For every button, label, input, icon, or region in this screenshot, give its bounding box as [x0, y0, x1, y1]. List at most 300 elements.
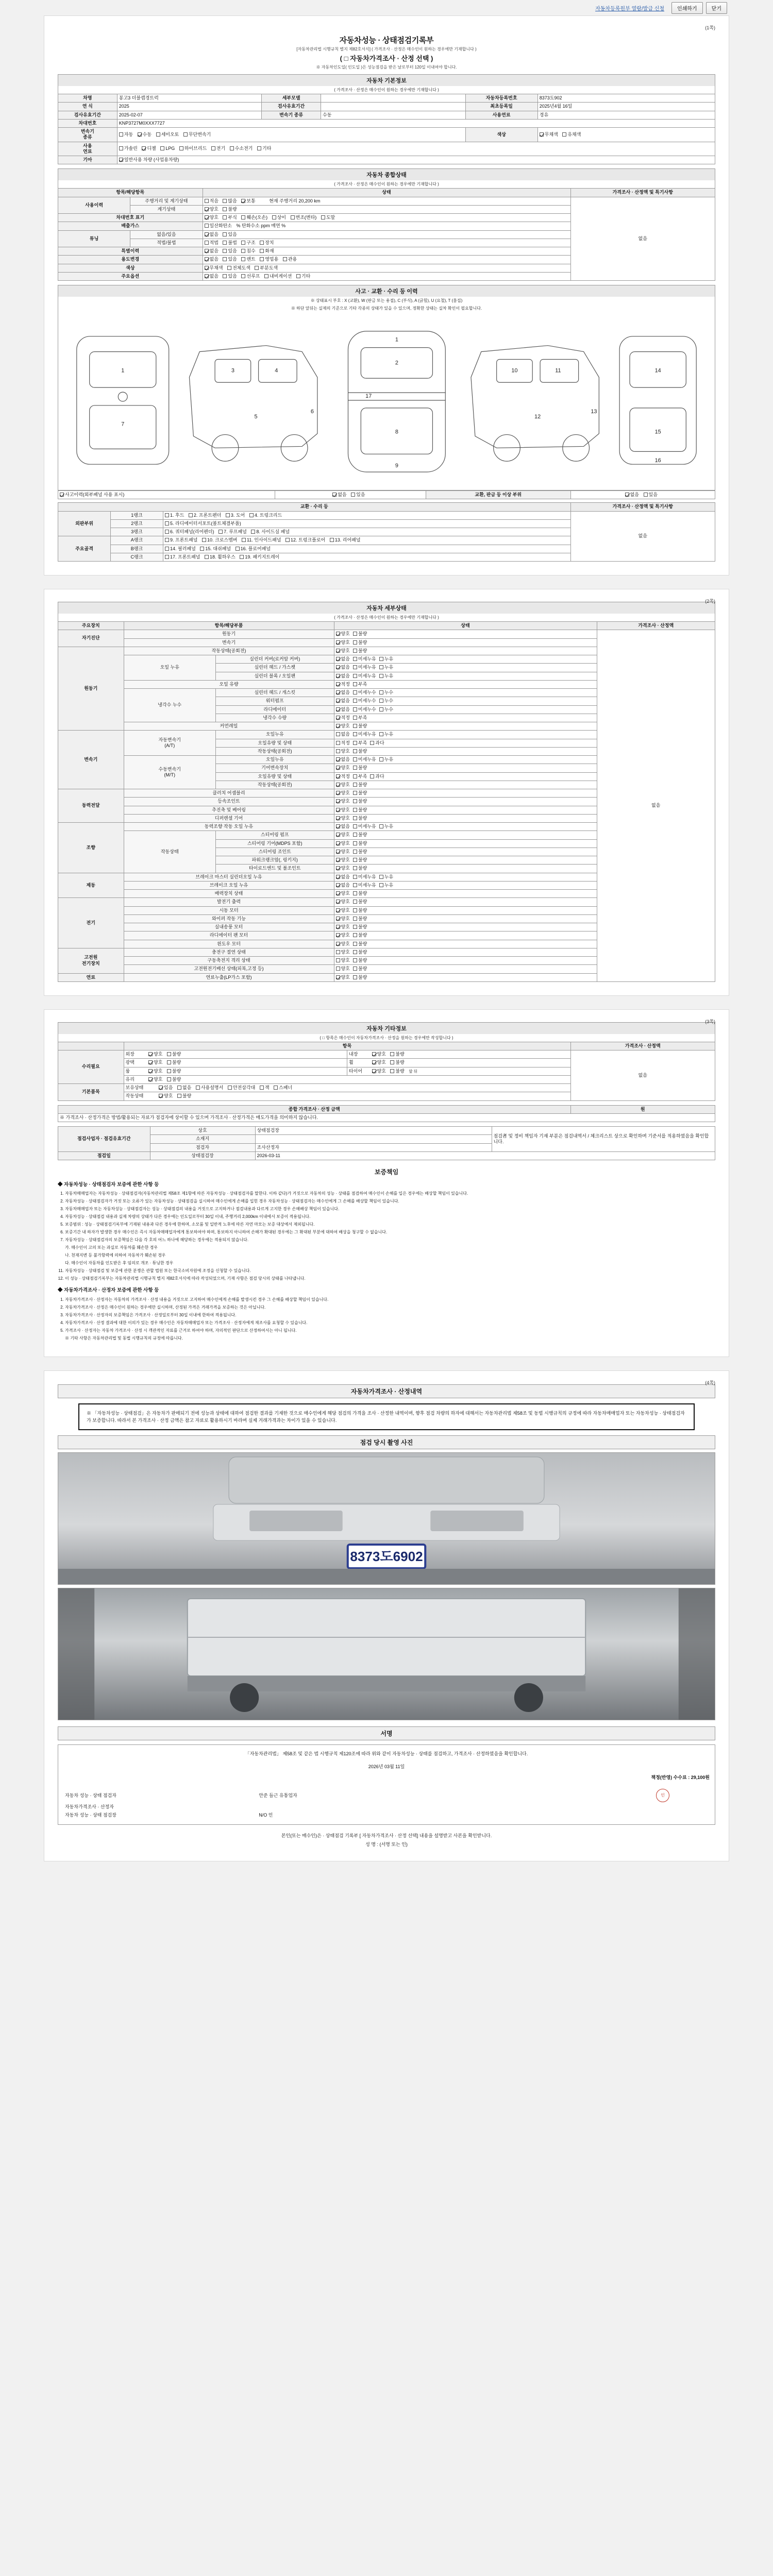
opt-special-yes[interactable]: 있음: [223, 248, 237, 254]
opt-bad[interactable]: 불량: [390, 1069, 404, 1074]
group-basic-items: 기본품목: [58, 1084, 124, 1101]
opt-bad[interactable]: 불량: [353, 849, 367, 855]
part-15[interactable]: 15. 대쉬패널: [200, 546, 231, 552]
part-6[interactable]: 6. 쿼터패널(리어펜더): [165, 529, 214, 535]
opt-bad[interactable]: 불량: [223, 207, 237, 212]
inspect-date-value: 2026-03-11: [255, 1151, 715, 1160]
opt-good[interactable]: 양호: [336, 908, 350, 913]
row-glass: 유리 양호 불량: [124, 1075, 570, 1083]
part-7[interactable]: 7. 루프패널: [219, 529, 247, 535]
opt-micro[interactable]: 미세누유: [353, 757, 376, 762]
opt-good[interactable]: 양호: [336, 816, 350, 821]
section-overall-title: 자동차 종합상태: [58, 168, 715, 180]
opts-cell: [334, 965, 597, 973]
opts-cell: [334, 957, 597, 965]
opt-bad[interactable]: 불량: [353, 832, 367, 838]
opt-vin-diff[interactable]: 상이: [272, 215, 286, 221]
opt-micro[interactable]: 미세누수: [353, 690, 376, 696]
opt-over[interactable]: 과다: [370, 774, 384, 779]
option-cvt[interactable]: 무단변속기: [183, 132, 211, 138]
opt-bad[interactable]: 불량: [353, 723, 367, 729]
opt-bad[interactable]: 불량: [353, 958, 367, 963]
item-label: 고전원전기배선 상태(피복,고정 등): [124, 965, 334, 973]
opt-good[interactable]: 양호: [148, 1060, 162, 1065]
section-history-sub2: ※ 하단 앞뒤는 실제의 기준으로 기타 각종의 상태가 있을 수 있으며, 정확한 상태는 실차 확인이 필요합니다.: [58, 304, 715, 312]
opt-none[interactable]: 없음: [336, 707, 350, 713]
opt-none[interactable]: 없음: [336, 883, 350, 888]
opt-bad[interactable]: 불량: [353, 924, 367, 930]
opt-micro[interactable]: 미세누유: [353, 656, 376, 662]
opt-good[interactable]: 양호: [336, 832, 350, 838]
opt-good[interactable]: 양호: [148, 1052, 162, 1057]
opt-bad[interactable]: 불량: [353, 891, 367, 896]
option-lpg[interactable]: LPG: [160, 146, 175, 151]
opt-leak[interactable]: 누유: [379, 656, 393, 662]
svg-text:2: 2: [395, 360, 398, 366]
row-label-usage: 사용이력: [58, 197, 130, 214]
opt-none[interactable]: 없음: [336, 673, 350, 679]
opt-good[interactable]: 양호: [336, 941, 350, 947]
opt-flood[interactable]: 침수: [241, 248, 255, 254]
opt-good[interactable]: 양호: [336, 648, 350, 654]
opt-micro[interactable]: 미세누유: [353, 732, 376, 737]
option-electric[interactable]: 전기: [211, 146, 225, 151]
table-row: [58, 630, 715, 638]
opts-cell: [334, 630, 597, 638]
opt-vin-corroded[interactable]: 부식: [223, 215, 237, 221]
part-14[interactable]: 14. 필러패널: [165, 546, 196, 552]
svg-text:11: 11: [555, 367, 561, 374]
col-other-item: 항목: [124, 1042, 570, 1050]
opt-leak[interactable]: 누유: [379, 673, 393, 679]
photo-front: [58, 1452, 715, 1585]
option-diesel[interactable]: 디젤: [142, 146, 156, 151]
opt-good[interactable]: 양호: [336, 782, 350, 788]
opt-good[interactable]: 양호: [336, 640, 350, 646]
row-tire: 타이어 양호 불량 앞 뒤: [347, 1067, 571, 1075]
opt-vin-erased[interactable]: 도말: [321, 215, 335, 221]
opt-bad[interactable]: 불량: [353, 941, 367, 947]
signature-box: [58, 1744, 715, 1825]
table-row: [58, 111, 715, 119]
col-state: 상태: [203, 189, 570, 197]
opt-ok[interactable]: 적정: [336, 715, 350, 721]
opt-good[interactable]: 양호: [336, 857, 350, 863]
list-item: 1. 자동차매매업자는 자동차성능 · 상태점검자(자동차관리법 제58조 제1항에 따른 자동차성능 · 상태점검자를 말한다. 이하 같다)가 거짓으로 자동차의 성능 · 상태를 점검하여 매수인이 손해를 입은 경우에는 배상할 책임이 있습니다.: [65, 1191, 715, 1197]
opt-leak[interactable]: 누수: [379, 707, 393, 713]
opt-have[interactable]: 있음: [159, 1085, 173, 1091]
opt-acc-yes[interactable]: 있음: [351, 492, 365, 498]
opt-bad[interactable]: 불량: [353, 765, 367, 771]
rank-label: 1랭크: [111, 511, 163, 519]
opt-good[interactable]: 양호: [336, 807, 350, 813]
registry-link[interactable]: 자동차등록원부 열람/발급 신청: [595, 6, 665, 12]
opt-use-yes[interactable]: 있음: [223, 257, 237, 262]
part-10[interactable]: 10. 크로스멤버: [202, 537, 237, 543]
list-item: 2. 자동차성능 · 상태점검자가 거짓 또는 오류가 있는 자동차성능 · 상태점검을 실시하여 매수인에게 손해를 입힌 경우 자동차성능 · 상태점검자는 매수인에게 그 손해를 배상할 책임이 있습니다.: [65, 1198, 715, 1205]
opt-none[interactable]: 없음: [336, 656, 350, 662]
svg-text:4: 4: [275, 367, 278, 374]
opt-special-none[interactable]: 없음: [205, 248, 219, 254]
opt-good[interactable]: 양호: [336, 950, 350, 955]
opt-bad[interactable]: 불량: [353, 749, 367, 754]
cell-label: 차명: [58, 94, 117, 103]
opt-good[interactable]: 양호: [336, 966, 350, 972]
close-button[interactable]: 닫기: [706, 2, 727, 14]
opt-etc[interactable]: 기타: [296, 274, 310, 279]
item-label: 발전기 출력: [124, 898, 334, 906]
table-row: [58, 119, 715, 127]
opt-low[interactable]: 부족: [353, 774, 367, 779]
list-item: 2. 자동차가격조사 · 산정은 매수인이 원하는 경우에만 실시하며, 산정된 가격은 거래가격을 보증하는 것은 아닙니다.: [65, 1304, 715, 1311]
part-19[interactable]: 19. 패키지트레이: [240, 554, 279, 560]
rank-items: [163, 528, 571, 536]
opt-bad[interactable]: 불량: [390, 1052, 404, 1057]
opt-nav[interactable]: 내비게이션: [264, 274, 292, 279]
opts-cell: [334, 865, 597, 873]
opt-good[interactable]: 양호: [336, 975, 350, 980]
opt-device[interactable]: 장치: [260, 240, 274, 246]
terms-list-1: [65, 1191, 715, 1282]
list-item: 11. 자동차성능 · 상태점검 및 보증에 관한 분쟁은 관할 법원 또는 한국소비자원에 조정을 신청할 수 있습니다.: [65, 1268, 715, 1274]
item-label: 작동상태(공회전): [124, 647, 334, 655]
part-label: 스티어링 펌프: [216, 831, 334, 839]
opt-color-part[interactable]: 부분도색: [255, 265, 278, 271]
odometer: 현재 주행거리 20,200 km: [269, 198, 321, 204]
option-semiauto[interactable]: 세미오토: [156, 132, 179, 138]
opt-bad[interactable]: 불량: [353, 950, 367, 955]
opt-good[interactable]: 양호: [148, 1069, 162, 1074]
opt-illegal[interactable]: 불법: [223, 240, 237, 246]
opt-none[interactable]: 없음: [336, 732, 350, 737]
opt-option-none[interactable]: 없음: [205, 274, 219, 279]
opt-bad[interactable]: 불량: [390, 1060, 404, 1065]
opt-anti[interactable]: 안전삼각대: [228, 1085, 255, 1091]
document-page-3: [44, 1009, 729, 1357]
opt-leak[interactable]: 누유: [379, 665, 393, 670]
opt-bad[interactable]: 불량: [353, 841, 367, 846]
group-transmission: 변속기: [58, 731, 124, 789]
opt-good[interactable]: 양호: [148, 1077, 162, 1082]
opt-good[interactable]: 양호: [372, 1069, 386, 1074]
row-opts: [203, 197, 570, 205]
opt-bad[interactable]: 불량: [353, 782, 367, 788]
part-3[interactable]: 3. 도어: [226, 513, 245, 518]
part-13[interactable]: 13. 리어패널: [330, 537, 361, 543]
opt-micro[interactable]: 미세누수: [353, 698, 376, 704]
part-label: 작동상태(공회전): [216, 747, 334, 755]
opt-bad[interactable]: 불량: [353, 933, 367, 938]
opt-leak[interactable]: 누유: [379, 824, 393, 829]
opt-vin-damaged[interactable]: 훼손(오손): [241, 215, 267, 221]
opt-tuning-yes[interactable]: 있음: [223, 232, 237, 238]
table-row: [58, 156, 715, 164]
opt-acc-none[interactable]: 없음: [332, 492, 346, 498]
document-page-1: [44, 15, 729, 575]
part-8[interactable]: 8. 사이드실 패널: [251, 529, 290, 535]
opt-color-none[interactable]: 무채색: [205, 265, 223, 271]
maker-value: [117, 156, 715, 164]
notice-box: ※ 「자동차성능 · 상태점검」은 자동차가 판매되기 전에 성능과 상태에 대하여 점검한 결과를 기재한 것으로 매수인에게 해당 점검의 가격을 조사 · 산정한 내역이며, 향후 점검 차량의 하자에 대해서는 자동차관리법 제58조 및 동법 시행규칙의 규정에 따라 자동차매매업자 또는 자동차성능 · 상태점검자가 보증합니다. 따라서 본 가격조사 · 산정 금액은 참고 자료로 활용하시기 바라며 실제 거래가격과는 차이가 있을 수 있습니다.: [78, 1403, 695, 1431]
item-label: 디퍼렌셜 기어: [124, 814, 334, 822]
rank-items: [163, 511, 571, 519]
opt-bad[interactable]: 불량: [167, 1069, 181, 1074]
sig-label: 자동차 성능 · 상태 점검자: [65, 1792, 116, 1798]
opts-cell: [334, 890, 597, 898]
part-12[interactable]: 12. 트렁크플로어: [285, 537, 325, 543]
svg-text:14: 14: [654, 367, 661, 374]
opts-cell: [334, 873, 597, 881]
price-total-label: 종합 가격조사 · 산정 금액: [58, 1105, 571, 1113]
opt-spanner[interactable]: 스패너: [274, 1085, 292, 1091]
price-total-table: [58, 1105, 715, 1123]
part-2[interactable]: 2. 프론트펜더: [189, 513, 221, 518]
row-label-options: 주요옵션: [58, 272, 203, 280]
opt-good[interactable]: 양호: [336, 866, 350, 871]
opt-bad[interactable]: 불량: [353, 966, 367, 972]
opt-good[interactable]: 양호: [336, 631, 350, 637]
row-opts: [203, 230, 570, 239]
svg-text:13: 13: [591, 408, 597, 415]
opt-good[interactable]: 양호: [159, 1093, 173, 1099]
opt-use-none[interactable]: 없음: [205, 257, 219, 262]
opts-cell: [334, 914, 597, 923]
col-other-price: 가격조사 · 산정액: [570, 1042, 715, 1050]
opt-good[interactable]: 양호: [336, 933, 350, 938]
opts-cell: [334, 664, 597, 672]
opt-biz[interactable]: 영업용: [260, 257, 278, 262]
other-info-table: [58, 1042, 715, 1101]
row-room: 룸 양호 불량: [124, 1067, 347, 1075]
opts-cell: [334, 881, 597, 889]
opt-ok[interactable]: 적정: [336, 774, 350, 779]
opt-leak[interactable]: 누유: [379, 883, 393, 888]
terms-h2: ◆ 자동차가격조사 · 산정자 보증에 관한 사항 등: [58, 1287, 159, 1294]
part-label: 실린더 커버(로커암 커버): [216, 655, 334, 664]
opts-cell: [334, 689, 597, 697]
transmission-options: [117, 128, 465, 142]
opt-bad[interactable]: 불량: [177, 1093, 191, 1099]
opt-low[interactable]: 부족: [353, 682, 367, 687]
rank-items: [163, 519, 571, 528]
option-hybrid[interactable]: 하이브리드: [179, 146, 207, 151]
opt-structure[interactable]: 구조: [241, 240, 255, 246]
opt-vin-good[interactable]: 양호: [205, 215, 219, 221]
opt-color-full[interactable]: 전체도색: [227, 265, 250, 271]
section-other-title: 자동차 기타정보: [58, 1022, 715, 1034]
opt-none[interactable]: 없음: [336, 665, 350, 670]
opt-micro[interactable]: 미세누유: [353, 883, 376, 888]
table-header-row: [58, 1042, 715, 1050]
item-label: 커먼레일: [124, 722, 334, 731]
opt-ok[interactable]: 적정: [336, 682, 350, 687]
opt-leak[interactable]: 누유: [379, 732, 393, 737]
opt-bad[interactable]: 불량: [167, 1052, 181, 1057]
row-sub: 없음/있음: [130, 230, 203, 239]
opt-fire[interactable]: 화재: [260, 248, 274, 254]
opt-bad[interactable]: 불량: [353, 857, 367, 863]
opt-bad[interactable]: 불량: [353, 816, 367, 821]
opt-bad[interactable]: 불량: [353, 866, 367, 871]
part-label: 스티어링 조인트: [216, 848, 334, 856]
opt-none[interactable]: 없음: [336, 874, 350, 880]
group-self-diagnosis: 자기진단: [58, 630, 124, 647]
fuel-label: 사용 연료: [58, 142, 117, 156]
table-row: [58, 1127, 715, 1135]
opt-normal[interactable]: 보통: [241, 198, 255, 204]
page-number-1: (1쪽): [705, 25, 715, 30]
opt-low[interactable]: 부족: [353, 740, 367, 746]
option-hydrogen[interactable]: 수소전기: [230, 146, 253, 151]
opt-bad[interactable]: 불량: [353, 790, 367, 796]
signature-note: 「자동차관리법」 제58조 및 같은 법 시행규칙 제120조에 따라 위와 같이 자동차성능 · 상태를 점검하고, 가격조사 · 산정하였음을 확인합니다.: [245, 1751, 528, 1757]
option-body-type[interactable]: 일반사용 차량 (사업용차량): [119, 157, 179, 163]
opt-legal[interactable]: 적법: [205, 240, 219, 246]
opt-high[interactable]: 많음: [223, 198, 237, 204]
part-17[interactable]: 17. 프론트패널: [165, 554, 200, 560]
opts-cell: [334, 940, 597, 948]
item-label: 윈도우 모터: [124, 940, 334, 948]
opt-micro[interactable]: 미세누유: [353, 665, 376, 670]
opt-bad[interactable]: 불량: [353, 648, 367, 654]
opt-good[interactable]: 양호: [336, 899, 350, 905]
opt-ok[interactable]: 적정: [336, 740, 350, 746]
cell-value: [321, 94, 466, 103]
part-11[interactable]: 11. 인사이드패널: [242, 537, 281, 543]
opt-co[interactable]: 일산화탄소: [205, 223, 232, 229]
opt-bad[interactable]: 불량: [353, 799, 367, 804]
opt-good[interactable]: 양호: [336, 958, 350, 963]
group-high-voltage: 고전원 전기장치: [58, 948, 124, 973]
opt-bad[interactable]: 불량: [353, 807, 367, 813]
opt-bad[interactable]: 불량: [353, 899, 367, 905]
opts-cell: [334, 747, 597, 755]
opt-micro[interactable]: 미세누유: [353, 673, 376, 679]
opt-none[interactable]: 없음: [336, 824, 350, 829]
row-opts: [203, 272, 570, 280]
history-right-label: 교환, 판금 등 이상 부위: [426, 491, 571, 499]
opt-none[interactable]: 없음: [336, 690, 350, 696]
option-manual[interactable]: 수동: [138, 132, 152, 138]
option-fuel-etc[interactable]: 기타: [257, 146, 271, 151]
section-history-sub1: ※ 상태표시 부호 : X (교환), W (판금 또는 용접), C (부식), A (긁힘), U (요철), T (흠집): [58, 297, 715, 304]
part-5[interactable]: 5. 라디에이터서포트(볼트체결부품): [165, 521, 241, 527]
opt-leak[interactable]: 누수: [379, 690, 393, 696]
opts-cell: [334, 931, 597, 940]
opt-good[interactable]: 양호: [336, 924, 350, 930]
opt-good[interactable]: 양호: [336, 891, 350, 896]
opt-bad[interactable]: 불량: [353, 908, 367, 913]
opts-cell: [334, 839, 597, 848]
part-label: 실린더 헤드 / 개스킷: [216, 689, 334, 697]
opt-nothave[interactable]: 없음: [177, 1085, 191, 1091]
opt-jack[interactable]: 잭: [260, 1085, 270, 1091]
table-row: [58, 103, 715, 111]
part-16[interactable]: 16. 플로어패널: [236, 546, 271, 552]
history-left-opts: [275, 491, 426, 499]
opt-leak[interactable]: 누유: [379, 874, 393, 880]
svg-text:16: 16: [654, 457, 661, 464]
opt-bad[interactable]: 불량: [167, 1060, 181, 1065]
opt-leak[interactable]: 누수: [379, 698, 393, 704]
part-1[interactable]: 1. 후드: [165, 513, 184, 518]
opt-rep-yes[interactable]: 있음: [644, 492, 658, 498]
opt-good[interactable]: 양호: [336, 841, 350, 846]
opt-rep-none[interactable]: 없음: [625, 492, 639, 498]
part-label: 실린더 블록 / 오일팬: [216, 672, 334, 680]
opt-vin-mod[interactable]: 변조(변타): [291, 215, 317, 221]
cell-value: 봉고3 더블캡경트럭: [117, 94, 262, 103]
opt-gov[interactable]: 관용: [283, 257, 297, 262]
opt-none[interactable]: 없음: [336, 698, 350, 704]
option-auto[interactable]: 자동: [119, 132, 133, 138]
opt-good[interactable]: 양호: [336, 799, 350, 804]
opt-leak[interactable]: 누유: [379, 757, 393, 762]
opt-bad[interactable]: 불량: [167, 1077, 181, 1082]
svg-text:10: 10: [511, 367, 518, 374]
opts-cell: [334, 973, 597, 981]
opt-good[interactable]: 양호: [336, 849, 350, 855]
option-chromatic[interactable]: 유채색: [562, 132, 581, 138]
opt-low[interactable]: 부족: [353, 715, 367, 721]
svg-text:5: 5: [254, 413, 258, 420]
item-label: 자동변속기 (A/T): [124, 731, 216, 756]
opt-good[interactable]: 양호: [372, 1060, 386, 1065]
opt-good[interactable]: 양호: [372, 1052, 386, 1057]
part-9[interactable]: 9. 프론트패널: [165, 537, 197, 543]
opt-sunroof[interactable]: 선루프: [241, 274, 260, 279]
opt-over[interactable]: 과다: [370, 740, 384, 746]
opt-manual[interactable]: 사용설명서: [196, 1085, 223, 1091]
opt-good[interactable]: 양호: [336, 723, 350, 729]
opt-bad[interactable]: 불량: [353, 640, 367, 646]
opt-good[interactable]: 양호: [205, 207, 219, 212]
opt-bad[interactable]: 불량: [353, 975, 367, 980]
part-label: 오일유량 및 상태: [216, 739, 334, 747]
opt-micro[interactable]: 미세누유: [353, 874, 376, 880]
opt-good[interactable]: 양호: [336, 765, 350, 771]
sig-value: N/O 인: [259, 1812, 273, 1818]
option-achromatic[interactable]: 무채색: [540, 132, 558, 138]
opt-rent[interactable]: 렌트: [241, 257, 255, 262]
photo-rear: [58, 1588, 715, 1720]
opt-good[interactable]: 양호: [336, 790, 350, 796]
item-label: 추진축 및 베어링: [124, 806, 334, 814]
opt-good[interactable]: 양호: [336, 749, 350, 754]
opt-good[interactable]: 양호: [336, 916, 350, 922]
item-label: 원동기: [124, 630, 334, 638]
opts-cell: [334, 764, 597, 772]
price-total-value: 원: [570, 1105, 715, 1113]
opt-option-yes[interactable]: 있음: [223, 274, 237, 279]
opt-bad[interactable]: 불량: [353, 631, 367, 637]
opt-none[interactable]: 없음: [336, 757, 350, 762]
opt-bad[interactable]: 불량: [353, 916, 367, 922]
opts-cell: [334, 856, 597, 865]
section-other-sub: ( □ 항목은 매수인이 자동차가격조사 · 산정을 원하는 경우에만 작성합니다 ): [58, 1034, 715, 1042]
option-gasoline[interactable]: 가솔린: [119, 146, 138, 151]
opt-micro[interactable]: 미세누유: [353, 824, 376, 829]
part-4[interactable]: 4. 트렁크리드: [249, 513, 282, 518]
opt-low[interactable]: 적음: [205, 198, 219, 204]
svg-text:9: 9: [395, 463, 398, 469]
opt-tuning-none[interactable]: 없음: [205, 232, 219, 238]
print-button[interactable]: 인쇄하기: [671, 2, 703, 14]
item-label: 오일 유량: [124, 680, 334, 688]
part-18[interactable]: 18. 휠하우스: [205, 554, 236, 560]
part-label: 라디에이터: [216, 705, 334, 714]
opt-micro[interactable]: 미세누수: [353, 707, 376, 713]
